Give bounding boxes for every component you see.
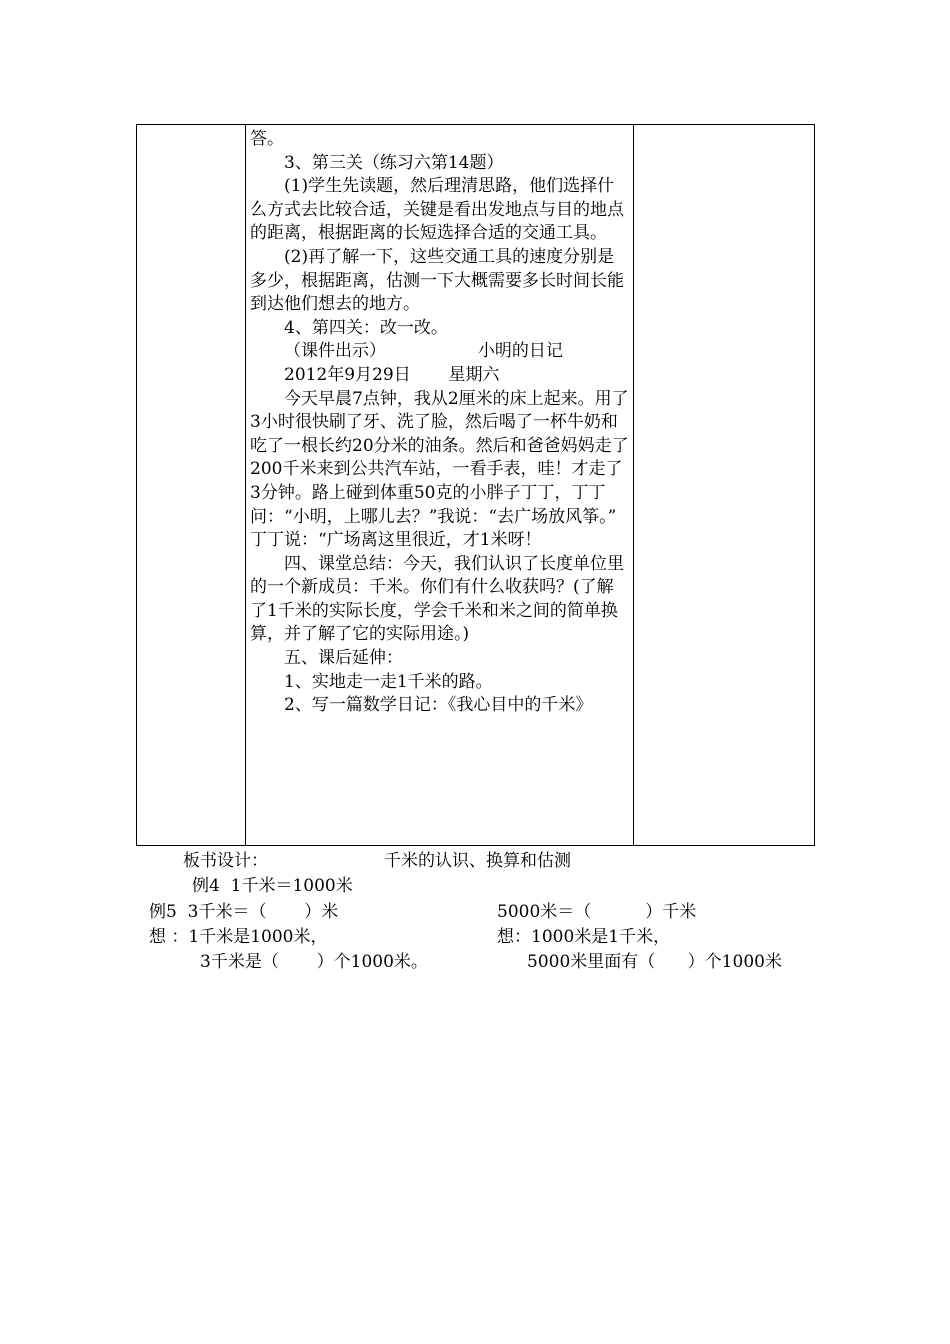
think-left: 想 ：1千米是1000米， — [149, 927, 328, 947]
example-5-right: 5000米＝（ ）千米 — [497, 902, 697, 922]
lesson-paragraph: (2)再了解一下，这些交通工具的速度分别是多少，根据距离，估测一下大概需要多长时间长能到达他们想去的地方。 — [250, 246, 624, 315]
lesson-paragraph: 答。 — [250, 129, 284, 149]
lesson-paragraph: 2、写一篇数学日记：《我心目中的千米》 — [284, 695, 593, 716]
lesson-plan-table — [136, 124, 815, 846]
lesson-paragraph: （课件出示） 小明的日记 — [284, 341, 563, 362]
lesson-paragraph: 五、课后延伸： — [284, 648, 403, 669]
sub-right: 5000米里面有（ ）个1000米 — [527, 952, 782, 972]
lesson-paragraph: 今天早晨7点钟，我从2厘米的床上起来。用了3小时很快刷了牙、洗了脸，然后喝了一杯牛奶和吃了一根长约20分米的油条。然后和爸爸妈妈走了200千米来到公共汽车站，一看手表，哇！才走了3分钟。路上碰到体重50克的小胖子丁丁，丁丁问：“小明，上哪儿去？”我说：“去广场放风筝。” 丁丁说：“广场离这里很近，才1米呀！ — [250, 388, 629, 551]
lesson-paragraph: (1)学生先读题，然后理清思路，他们选择什么方式去比较合适，关键是看出发地点与目的地点的距离，根据距离的长短选择合适的交通工具。 — [250, 176, 624, 244]
board-title: 千米的认识、换算和估测 — [384, 851, 571, 871]
lesson-paragraph: 4、第四关：改一改。 — [284, 317, 448, 338]
example-4: 例4 1千米＝1000米 — [192, 876, 353, 896]
lesson-paragraph: 1、实地走一走1千米的路。 — [284, 671, 493, 692]
column-divider-right — [633, 125, 634, 845]
lesson-paragraph: 四、课堂总结：今天，我们认识了长度单位里的一个新成员：千米。你们有什么收获吗？(了解了1千米的实际长度，学会千米和米之间的简单换算，并了解了它的实际用途。) — [250, 553, 624, 645]
sub-left: 3千米是（ ）个1000米。 — [200, 952, 428, 972]
board-label: 板书设计： — [183, 851, 268, 871]
example-5: 例5 3千米＝（ ）米 — [149, 902, 339, 922]
think-right: 想：1000米是1千米， — [497, 927, 671, 947]
lesson-paragraph: 2012年9月29日 星期六 — [284, 364, 500, 385]
lesson-text-column — [250, 128, 630, 718]
column-divider-left — [245, 125, 246, 845]
lesson-paragraph: 3、第三关（练习六第14题） — [284, 152, 504, 173]
